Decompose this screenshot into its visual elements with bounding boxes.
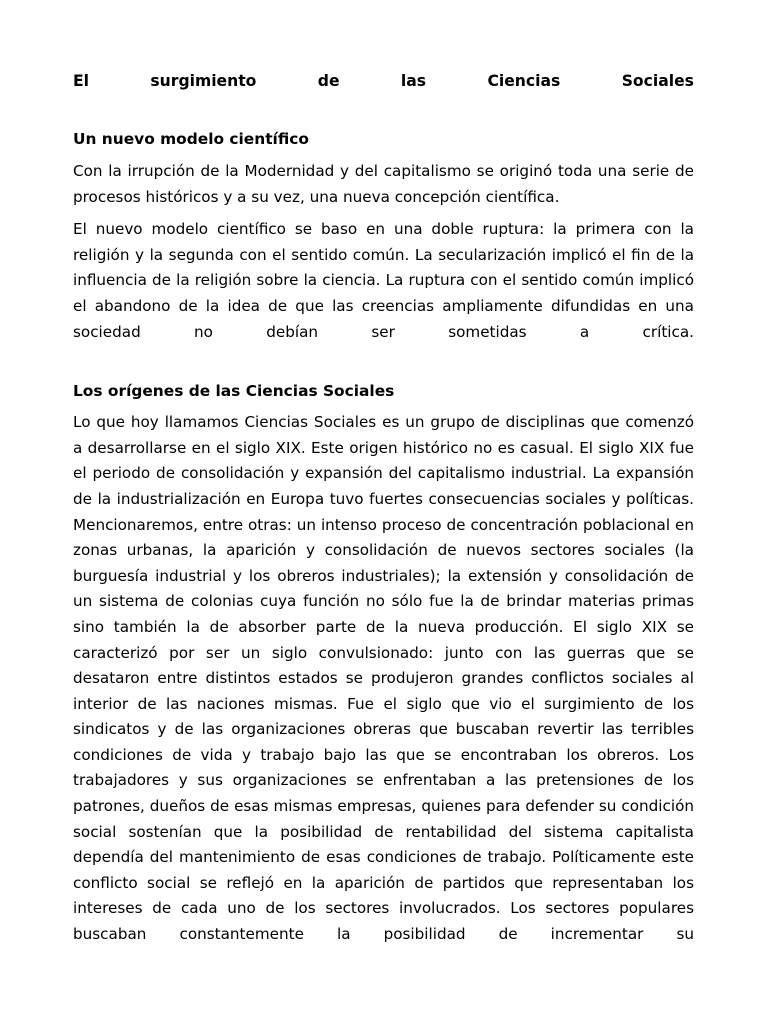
- title-word: El: [73, 72, 89, 90]
- paragraph: Lo que hoy llamamos Ciencias Sociales es un grupo de disciplinas que comenzó a desarrollarse en el siglo XIX. Este origen histórico no es casual. El siglo XIX fue el periodo de consolidación y expansión del capitalismo industrial. La expansión de la industrialización en Europa tuvo fuertes consecuencias sociales y políticas. Mencionaremos, entre otras: un intenso proceso de concentración poblacional en zonas urbanas, la aparición y consolidación de nuevos sectores sociales (la burguesía industrial y los obreros industriales); la extensión y consolidación de un sistema de colonias cuya función no sólo fue la de brindar materias primas sino también la de absorber parte de la nueva producción. El siglo XIX se caracterizó por ser un siglo convulsionado: junto con las guerras que se desataron entre distintos estados se produjeron grandes conflictos sociales al interior de las naciones mismas. Fue el siglo que vio el surgimiento de los sindicatos y de las organizaciones obreras que buscaban revertir las terribles condiciones de vida y trabajo bajo las que se encontraban los obreros. Los trabajadores y sus organizaciones se enfrentaban a las pretensiones de los patrones, dueños de esas mismas empresas, quienes para defender su condición social sostenían que la posibilidad de rentabilidad del sistema capitalista dependía del mantenimiento de esas condiciones de trabajo. Políticamente este conflicto social se reflejó en la aparición de partidos que representaban los intereses de cada uno de los sectores involucrados. Los sectores populares buscaban constantemente la posibilidad de incrementar su: [73, 413, 694, 944]
- title-word: las: [400, 72, 427, 90]
- paragraph: El nuevo modelo científico se baso en una doble ruptura: la primera con la religión y la segunda con el sentido común. La secularización implicó el fin de la influencia de la religión sobre la ciencia. La ruptura con el sentido común implicó el abandono de la idea de que las creencias ampliamente difundidas en una sociedad no debían ser sometidas a crítica.: [73, 220, 694, 341]
- paragraph: Con la irrupción de la Modernidad y del capitalismo se originó toda una serie de procesos históricos y a su vez, una nueva concepción científica.: [73, 162, 694, 206]
- section-heading-nuevo-modelo: Un nuevo modelo científico: [73, 130, 309, 148]
- document-title: [73, 70, 694, 92]
- title-word: de: [317, 72, 340, 90]
- title-word: surgimiento: [150, 72, 257, 90]
- title-word: Sociales: [621, 72, 694, 90]
- section-heading-origenes: Los orígenes de las Ciencias Sociales: [73, 382, 395, 401]
- title-word: Ciencias: [487, 72, 561, 90]
